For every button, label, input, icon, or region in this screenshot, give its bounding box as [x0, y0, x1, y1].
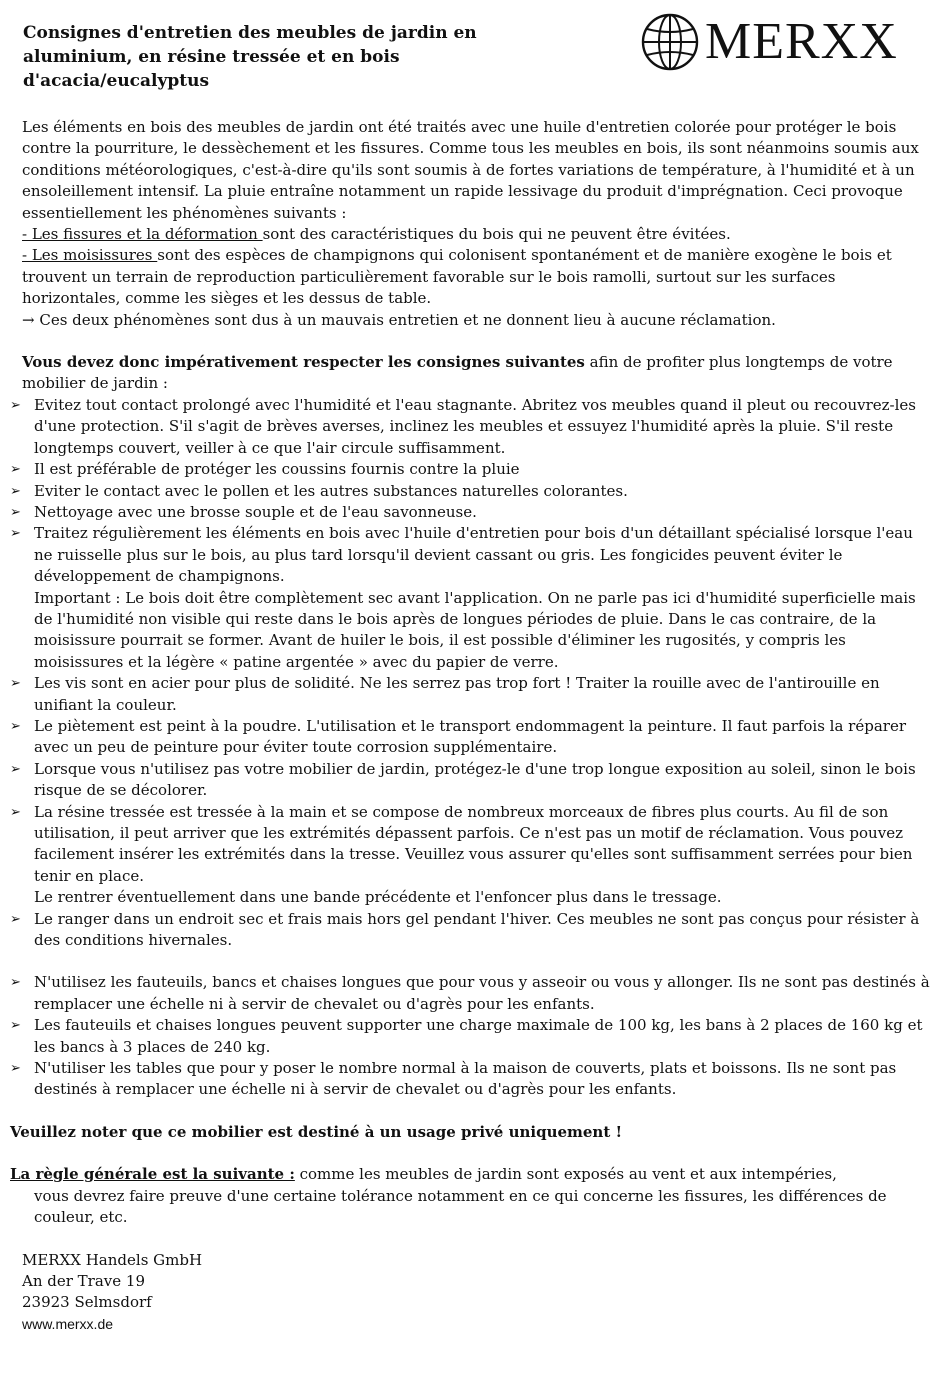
- arrowhead-bullet-icon: ➢: [10, 1018, 21, 1034]
- title-line-3: d'acacia/eucalyptus: [23, 71, 210, 91]
- usage-item: [0, 972, 950, 1015]
- important-note: Important : Le bois doit être complètement sec avant l'application. On ne parle pas ici d'humidité superficielle mais de l'humidité non visible qui reste dans le bois après de longues périodes de pluie. Dans le cas contraire, de la moisissure pourrait se former. Avant de huiler le bois, il est possible d'éliminer les rugosités, y compris les moisissures et la légère « patine argentée » avec du papier de verre.: [34, 588, 916, 671]
- fissures-label: - Les fissures et la déformation: [22, 225, 263, 244]
- list-item: [0, 716, 950, 759]
- company-address: [0, 1250, 950, 1336]
- usage-item: [0, 1058, 950, 1101]
- arrowhead-bullet-icon: ➢: [10, 1061, 21, 1077]
- intro-paragraph: [0, 117, 950, 331]
- logo-wordmark: MERXX: [705, 13, 898, 70]
- arrowhead-bullet-icon: ➢: [10, 526, 21, 542]
- consignes-lead: [0, 352, 950, 395]
- usage-item-text: Les fauteuils et chaises longues peuvent supporter une charge maximale de 100 kg, les bans à 2 places de 160 kg et les bancs à 3 places de 240 kg.: [34, 1016, 923, 1056]
- intro-conclusion: → Ces deux phénomènes sont dus à un mauvais entretien et ne donnent lieu à aucune réclamation.: [22, 310, 776, 329]
- arrowhead-bullet-icon: ➢: [10, 676, 21, 692]
- list-item: [0, 502, 950, 523]
- title-line-2: aluminium, en résine tressée et en bois: [23, 47, 400, 67]
- merxx-logo: [639, 12, 929, 72]
- arrowhead-bullet-icon: ➢: [10, 397, 21, 413]
- moisissures-label: - Les moisissures: [22, 246, 158, 265]
- consignes-lead-rest: afin de profiter plus longtemps de votre mobilier de jardin :: [22, 353, 893, 393]
- list-item-text: Le ranger dans un endroit sec et frais mais hors gel pendant l'hiver. Ces meubles ne sont pas conçus pour résister à des conditions hivernales.: [34, 909, 920, 950]
- list-item-text: Eviter le contact avec le pollen et les autres substances naturelles colorantes.: [34, 481, 628, 500]
- globe-icon: [639, 12, 701, 72]
- list-item-text: Evitez tout contact prolongé avec l'humidité et l'eau stagnante. Abritez vos meubles quand il pleut ou recouvrez-les d'une protection. S'il s'agit de brèves averses, inclinez les meubles et essuyez l'humidité après la pluie. S'il reste longtemps couvert, veiller à ce que l'air circule suffisamment.: [34, 395, 916, 457]
- company-name: MERXX Handels GmbH: [22, 1250, 203, 1269]
- arrowhead-bullet-icon: ➢: [10, 504, 21, 520]
- fissures-text: sont des caractéristiques du bois qui ne peuvent être évitées.: [262, 225, 731, 244]
- list-item: [0, 395, 950, 459]
- list-item-text: Il est préférable de protéger les coussins fournis contre la pluie: [34, 460, 520, 479]
- company-city: 23923 Selmsdorf: [22, 1293, 152, 1312]
- general-rule-continuation: vous devrez faire preuve d'une certaine tolérance notamment en ce qui concerne les fissures, les différences de couleur, etc.: [34, 1186, 887, 1227]
- arrowhead-bullet-icon: ➢: [10, 718, 21, 734]
- list-item: [0, 759, 950, 802]
- arrowhead-bullet-icon: ➢: [10, 462, 21, 478]
- company-street: An der Trave 19: [22, 1271, 146, 1290]
- list-item: [0, 523, 950, 673]
- general-rule-label: La règle générale est la suivante :: [10, 1165, 295, 1184]
- arrowhead-bullet-icon: ➢: [10, 483, 21, 499]
- private-use-notice: Veuillez noter que ce mobilier est destiné à un usage privé uniquement !: [10, 1122, 623, 1141]
- moisissures-text: sont des espèces de champignons qui colonisent spontanément et de manière exogène le bois et trouvent un terrain de reproduction particulièrement favorable sur le bois ramolli, surtout sur les surfaces horizontales, comme les sièges et les dessus de table.: [22, 246, 892, 308]
- list-item: [0, 673, 950, 716]
- list-item-text: Lorsque vous n'utilisez pas votre mobilier de jardin, protégez-le d'une trop longue exposition au soleil, sinon le bois risque de se décolorer.: [34, 759, 916, 800]
- intro-text: Les éléments en bois des meubles de jardin ont été traités avec une huile d'entretien colorée pour protéger le bois contre la pourriture, le dessèchement et les fissures. Comme tous les meubles en bois, ils sont néanmoins soumis aux conditions météorologiques, c'est-à-dire qu'ils sont soumis à de fortes variations de température, à l'humidité et à un ensoleillement intensif. La pluie entraîne notamment un rapide lessivage du produit d'imprégnation. Ceci provoque essentiellement les phénomènes suivants :: [22, 118, 919, 222]
- company-website[interactable]: www.merxx.de: [22, 1315, 114, 1332]
- arrowhead-bullet-icon: ➢: [10, 804, 21, 820]
- list-item-text: Les vis sont en acier pour plus de solidité. Ne les serrez pas trop fort ! Traiter la rouille avec de l'antirouille en unifiant la couleur.: [34, 674, 880, 714]
- list-item-text: Traitez régulièrement les éléments en bois avec l'huile d'entretien pour bois d'un détaillant spécialisé lorsque l'eau ne ruisselle plus sur le bois, au plus tard lorsqu'il devient cassant ou gris. Les fongicides peuvent éviter le développement de champignons.: [34, 524, 913, 586]
- usage-item: [0, 1015, 950, 1058]
- resin-note: Le rentrer éventuellement dans une bande précédente et l'enfoncer plus dans le tressage.: [34, 888, 722, 907]
- general-rule: [0, 1164, 950, 1228]
- list-item: [0, 481, 950, 502]
- list-item: [0, 909, 950, 952]
- usage-item-text: N'utilisez les fauteuils, bancs et chaises longues que pour vous y asseoir ou vous y allonger. Ils ne sont pas destinés à remplacer une échelle ni à servir de chevalet ou d'agrès pour les enfants.: [34, 973, 930, 1013]
- title-line-1: Consignes d'entretien des meubles de jardin en: [23, 23, 477, 43]
- list-item-text: Le piètement est peint à la poudre. L'utilisation et le transport endommagent la peinture. Il faut parfois la réparer avec un peu de peinture pour éviter toute corrosion supplémentaire.: [34, 716, 906, 757]
- arrowhead-bullet-icon: ➢: [10, 761, 21, 777]
- arrowhead-bullet-icon: ➢: [10, 975, 21, 991]
- usage-item-text: N'utiliser les tables que pour y poser le nombre normal à la maison de couverts, plats et boissons. Ils ne sont pas destinés à remplacer une échelle ni à servir de chevalet ou d'agrès pour les enfants.: [34, 1059, 897, 1099]
- list-item-text: La résine tressée est tressée à la main et se compose de nombreux morceaux de fibres plus courts. Au fil de son utilisation, il peut arriver que les extrémités dépassent parfois. Ce n'est pas un motif de réclamation. Vous pouvez facilement insérer les extrémités dans la tresse. Veuillez vous assurer qu'elles sont suffisamment serrées pour bien tenir en place.: [34, 802, 913, 885]
- list-item: [0, 802, 950, 909]
- list-item: [0, 459, 950, 480]
- consignes-lead-bold: Vous devez donc impérativement respecter les consignes suivantes: [22, 353, 585, 372]
- list-item-text: Nettoyage avec une brosse souple et de l'eau savonneuse.: [34, 502, 477, 521]
- document-title: [23, 21, 583, 93]
- document-body: [0, 117, 950, 1335]
- arrowhead-bullet-icon: ➢: [10, 911, 21, 927]
- general-rule-text: comme les meubles de jardin sont exposés au vent et aux intempéries,: [294, 1165, 837, 1184]
